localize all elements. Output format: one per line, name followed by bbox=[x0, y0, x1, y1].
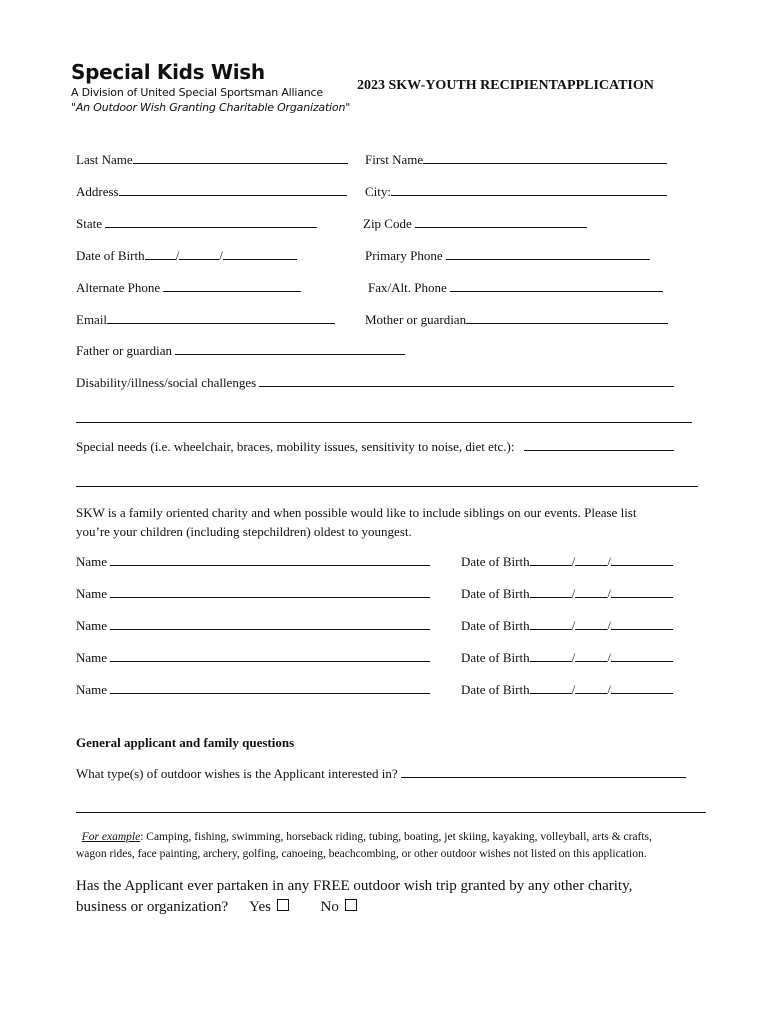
sibling-dob-year-line[interactable] bbox=[611, 650, 673, 662]
zip-line[interactable] bbox=[415, 216, 587, 228]
sibling-dob-label: Date of Birth bbox=[461, 586, 530, 601]
address-line[interactable] bbox=[119, 184, 347, 196]
primary-phone-line[interactable] bbox=[446, 248, 650, 260]
sibling-dob-month-line[interactable] bbox=[530, 554, 572, 566]
example-line-2: wagon rides, face painting, archery, golfing, canoeing, beachcombing, or other outdoor wishes not listed on this application. bbox=[76, 848, 647, 860]
first-name-label: First Name bbox=[365, 152, 424, 167]
fax-phone-line[interactable] bbox=[450, 280, 663, 292]
sibling-dob-field[interactable]: Date of Birth / / bbox=[461, 650, 673, 666]
sibling-name-line[interactable] bbox=[110, 682, 430, 694]
zip-field[interactable] bbox=[363, 216, 587, 232]
city-field[interactable] bbox=[365, 184, 667, 200]
example-line-1: : Camping, fishing, swimming, horseback riding, tubing, boating, jet skiing, kayaking, volleyball, arts & crafts, bbox=[140, 831, 652, 843]
dob-month-line[interactable] bbox=[145, 248, 176, 260]
sibling-name-line[interactable] bbox=[110, 554, 430, 566]
sibling-dob-day-line[interactable] bbox=[575, 618, 607, 630]
sibling-dob-day-line[interactable] bbox=[575, 650, 607, 662]
siblings-intro-line-2: you’re your children (including stepchildren) oldest to youngest. bbox=[76, 524, 412, 539]
disability-field[interactable] bbox=[76, 375, 674, 391]
sibling-dob-day-line[interactable] bbox=[575, 586, 607, 598]
dob-label: Date of Birth bbox=[76, 248, 145, 263]
siblings-intro-line-1: SKW is a family oriented charity and when possible would like to include siblings on our events. Please list bbox=[76, 505, 637, 520]
sibling-dob-field[interactable]: Date of Birth / / bbox=[461, 586, 673, 602]
alt-phone-field[interactable] bbox=[76, 280, 301, 296]
mother-line[interactable] bbox=[466, 312, 668, 324]
mother-label: Mother or guardian bbox=[365, 312, 467, 327]
sibling-name-field[interactable] bbox=[76, 554, 430, 570]
primary-phone-field[interactable] bbox=[365, 248, 650, 264]
special-needs-continuation-line[interactable] bbox=[76, 486, 698, 487]
sibling-dob-label: Date of Birth bbox=[461, 554, 530, 569]
no-checkbox[interactable] bbox=[345, 899, 357, 911]
wishes-question-field[interactable] bbox=[76, 766, 686, 782]
sibling-name-label: Name bbox=[76, 682, 108, 697]
special-needs-line[interactable] bbox=[524, 439, 674, 451]
alt-phone-label: Alternate Phone bbox=[76, 280, 161, 295]
sibling-dob-year-line[interactable] bbox=[611, 682, 673, 694]
free-trip-question bbox=[76, 876, 632, 918]
father-label: Father or guardian bbox=[76, 343, 173, 358]
sibling-dob-field[interactable]: Date of Birth / / bbox=[461, 554, 673, 570]
last-name-field[interactable] bbox=[76, 152, 348, 168]
address-label: Address bbox=[76, 184, 119, 199]
state-field[interactable] bbox=[76, 216, 317, 232]
fax-phone-label: Fax/Alt. Phone bbox=[368, 280, 447, 295]
dob-day-line[interactable] bbox=[179, 248, 219, 260]
special-needs-field[interactable] bbox=[76, 439, 674, 455]
example-label: For example bbox=[81, 831, 141, 843]
sibling-name-label: Name bbox=[76, 618, 108, 633]
email-line[interactable] bbox=[107, 312, 335, 324]
yes-checkbox[interactable] bbox=[277, 899, 289, 911]
first-name-field[interactable] bbox=[365, 152, 667, 168]
sibling-dob-day-line[interactable] bbox=[575, 554, 607, 566]
no-label: No bbox=[320, 899, 339, 915]
wishes-continuation-line[interactable] bbox=[76, 812, 706, 813]
disability-line[interactable] bbox=[259, 375, 674, 387]
father-line[interactable] bbox=[175, 343, 405, 355]
state-line[interactable] bbox=[105, 216, 317, 228]
free-trip-line-1: Has the Applicant ever partaken in any FREE outdoor wish trip granted by any other charity, bbox=[76, 878, 633, 894]
sibling-name-field[interactable] bbox=[76, 586, 430, 602]
org-name: Special Kids Wish bbox=[71, 60, 265, 84]
zip-label: Zip Code bbox=[363, 216, 412, 231]
fax-phone-field[interactable] bbox=[368, 280, 663, 296]
alt-phone-line[interactable] bbox=[163, 280, 301, 292]
yes-label: Yes bbox=[249, 899, 271, 915]
first-name-line[interactable] bbox=[423, 152, 667, 164]
disability-label: Disability/illness/social challenges bbox=[76, 375, 257, 390]
special-needs-label: Special needs (i.e. wheelchair, braces, mobility issues, sensitivity to noise, diet etc.): bbox=[76, 439, 515, 454]
sibling-dob-day-line[interactable] bbox=[575, 682, 607, 694]
sibling-dob-label: Date of Birth bbox=[461, 650, 530, 665]
sibling-name-line[interactable] bbox=[110, 618, 430, 630]
city-label: City: bbox=[365, 184, 392, 199]
free-trip-line-2: business or organization? bbox=[76, 899, 229, 915]
sibling-dob-year-line[interactable] bbox=[611, 618, 673, 630]
sibling-name-label: Name bbox=[76, 586, 108, 601]
example-text bbox=[76, 829, 652, 863]
sibling-dob-month-line[interactable] bbox=[530, 682, 572, 694]
state-label: State bbox=[76, 216, 102, 231]
last-name-line[interactable] bbox=[133, 152, 348, 164]
wishes-question-label: What type(s) of outdoor wishes is the Applicant interested in? bbox=[76, 766, 398, 781]
sibling-name-line[interactable] bbox=[110, 650, 430, 662]
sibling-dob-year-line[interactable] bbox=[611, 554, 673, 566]
siblings-intro bbox=[76, 503, 636, 541]
sibling-dob-label: Date of Birth bbox=[461, 682, 530, 697]
sibling-name-label: Name bbox=[76, 650, 108, 665]
father-field[interactable] bbox=[76, 343, 405, 359]
sibling-dob-field[interactable]: Date of Birth / / bbox=[461, 682, 673, 698]
general-heading: General applicant and family questions bbox=[76, 735, 295, 750]
sibling-dob-field[interactable]: Date of Birth / / bbox=[461, 618, 673, 634]
sibling-name-label: Name bbox=[76, 554, 108, 569]
org-division: A Division of United Special Sportsman Alliance bbox=[71, 86, 323, 99]
dob-year-line[interactable] bbox=[223, 248, 297, 260]
city-line[interactable] bbox=[391, 184, 667, 196]
email-field[interactable] bbox=[76, 312, 335, 328]
org-tagline: "An Outdoor Wish Granting Charitable Organization" bbox=[71, 101, 351, 114]
address-field[interactable] bbox=[76, 184, 347, 200]
sibling-dob-year-line[interactable] bbox=[611, 586, 673, 598]
last-name-label: Last Name bbox=[76, 152, 133, 167]
sibling-dob-label: Date of Birth bbox=[461, 618, 530, 633]
email-label: Email bbox=[76, 312, 108, 327]
sibling-dob-month-line[interactable] bbox=[530, 618, 572, 630]
sibling-dob-month-line[interactable] bbox=[530, 650, 572, 662]
wishes-question-line[interactable] bbox=[401, 766, 686, 778]
sibling-name-field[interactable] bbox=[76, 682, 430, 698]
primary-phone-label: Primary Phone bbox=[365, 248, 443, 263]
disability-continuation-line[interactable] bbox=[76, 422, 692, 423]
form-title: 2023 SKW-YOUTH RECIPIENTAPPLICATION bbox=[357, 78, 654, 93]
sibling-name-field[interactable] bbox=[76, 618, 430, 634]
dob-field[interactable]: Date of Birth / / bbox=[76, 248, 297, 264]
sibling-name-field[interactable] bbox=[76, 650, 430, 666]
sibling-name-line[interactable] bbox=[110, 586, 430, 598]
sibling-dob-month-line[interactable] bbox=[530, 586, 572, 598]
mother-field[interactable] bbox=[365, 312, 668, 328]
